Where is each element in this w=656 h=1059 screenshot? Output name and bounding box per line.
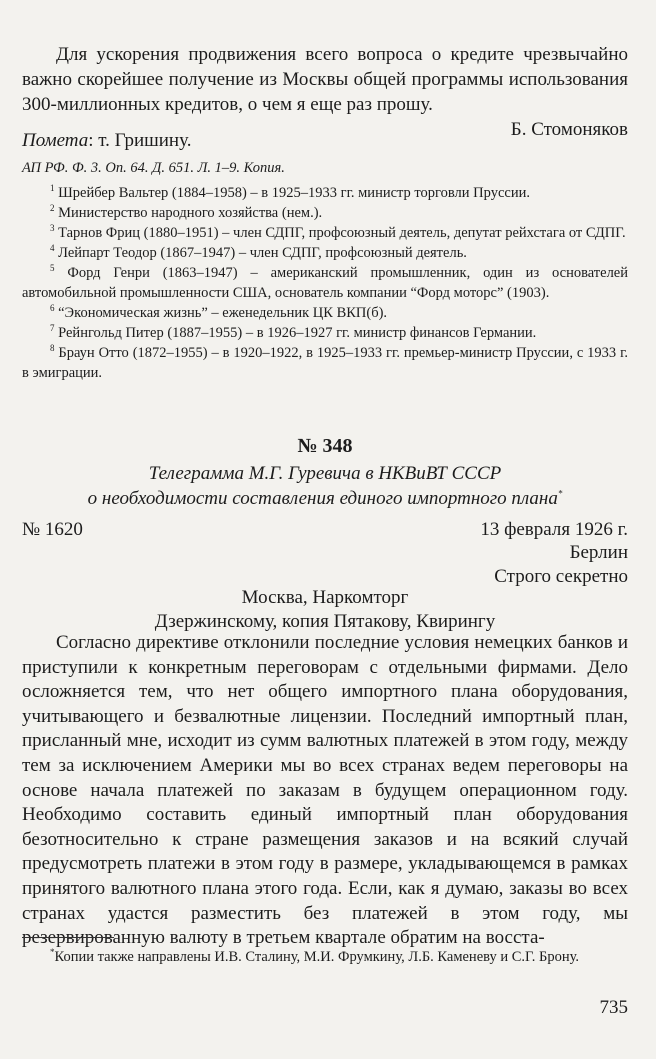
title-footnote-mark: * [557, 488, 563, 499]
secrecy-label: Строго секретно [494, 566, 628, 587]
footnote-2: $^2$ Министерство народного хозяйства (нем.). [50, 203, 323, 221]
pometa [22, 128, 628, 153]
footnote-5: $^5$ Форд Генри (1863–1947) – американский промышленник, один из основателей автомобильной промышленности США, основатель компании “Форд моторс” (1903). [22, 263, 629, 301]
telegram-number: № 1620 [22, 519, 83, 540]
top-paragraph: Для ускорения продвижения всего вопроса о кредите чрезвычайно важно скорейшее получение из Москвы общей программы использования 300-миллионных кредитов, о чем я еще раз прошу. [22, 44, 628, 115]
addressee-line-2: Дзержинскому, копия Пятакову, Квирингу [154, 611, 496, 632]
document-number: № 348 [297, 435, 353, 457]
document-title-line-2: о необходимости составления единого импортного плана* [87, 488, 563, 509]
footnote-8: $^8$ Браун Отто (1872–1955) – в 1920–1922, в 1925–1933 гг. премьер-министр Пруссии, с 1933 г. в эмиграции. [22, 343, 629, 381]
bottom-footnote: *Копии также направлены И.В. Сталину, М.И. Фрумкину, Л.Б. Каменеву и С.Г. Брону. [50, 947, 580, 965]
page-number: 735 [599, 997, 628, 1018]
footnote-3: $^3$ Тарнов Фриц (1880–1951) – член СДПГ, профсоюзный деятель, депутат рейхстага от СДПГ. [50, 223, 626, 241]
document-title [22, 461, 628, 511]
footnotes-list [22, 183, 628, 383]
footnote-4: $^4$ Лейпарт Теодор (1867–1947) – член СДПГ, профсоюзный деятель. [50, 243, 467, 261]
footnote-7: $^7$ Рейнгольд Питер (1887–1955) – в 1926–1927 гг. министр финансов Германии. [50, 323, 537, 341]
signature: Б. Стомоняков [510, 119, 628, 140]
document-title-line-1: Телеграмма М.Г. Гуревича в НКВиВТ СССР [148, 463, 502, 484]
archive-reference: АП РФ. Ф. 3. Оп. 64. Д. 651. Л. 1–9. Копия. [22, 160, 285, 176]
pometa-label: Помета [22, 130, 89, 151]
footnote-1: $^1$ Шрейбер Вальтер (1884–1958) – в 1925–1933 гг. министр торговли Пруссии. [50, 183, 530, 201]
addressee-line-1: Москва, Наркомторг [241, 587, 409, 608]
pometa-text: : т. Гришину. [88, 130, 192, 151]
document-date: 13 февраля 1926 г. [480, 519, 628, 540]
footnote-rule [22, 937, 114, 938]
document-place: Берлин [569, 542, 628, 563]
footnote-6: $^6$ “Экономическая жизнь” – еженедельник ЦК ВКП(б). [50, 303, 388, 321]
body-paragraph: Согласно директиве отклонили последние условия немецких банков и приступили к конкретным переговорам с отдельными фирмами. Дело осложняется тем, что нет общего импортного плана оборудования, учитывающего и безвалютные лицензии. Последний импортный план, присланный мне, исходит из сумм валютных платежей в этом году, между тем за исключением Америки мы во всех странах ведем переговоры на основе начала платежей по заказам в будущем операционном году. Необходимо составить единый импортный план оборудования безотносительно к стране размещения заказов и на всякий случай предусмотреть платежи в этом году в размере, укладывающемся в рамках принятого валютного плана этого года. Если, как я думаю, заказы во всех странах удастся разместить без платежей в этом году, мы резервированную валюту в третьем квартале обратим на восста- [22, 632, 628, 949]
